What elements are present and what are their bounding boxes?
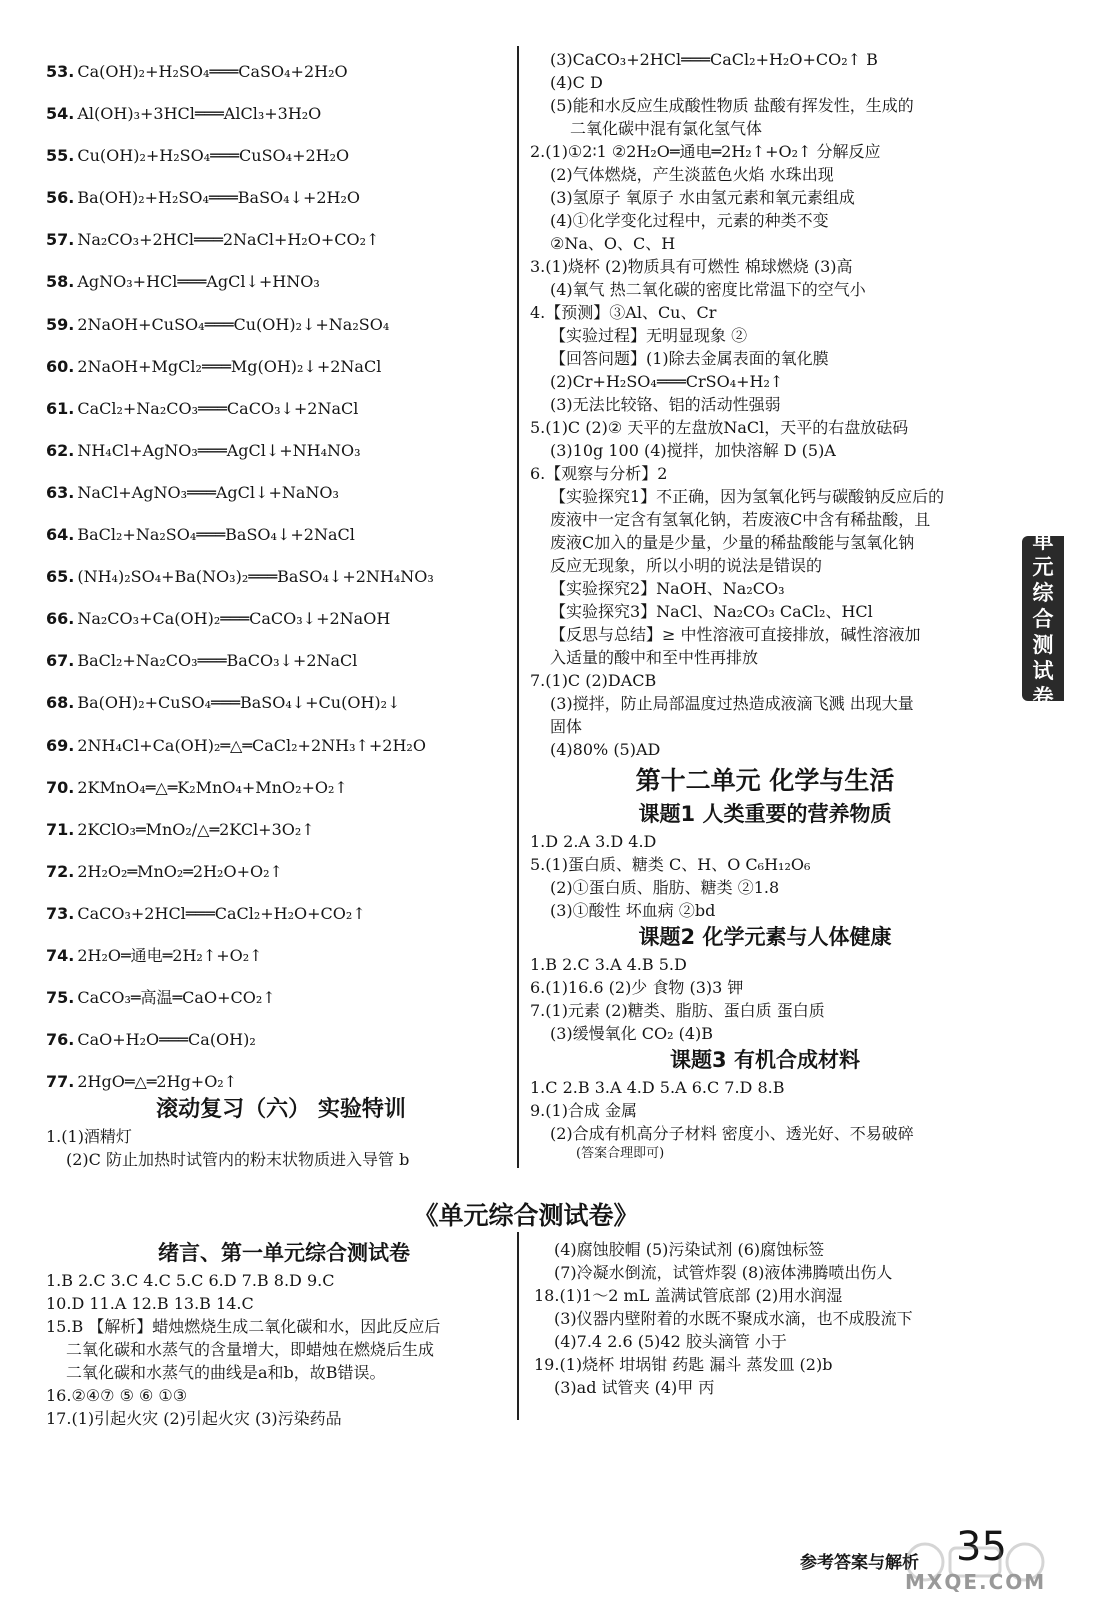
equation-number: 77. xyxy=(46,1072,75,1092)
equation-row xyxy=(46,982,516,1024)
equation-text: 2NaOH+CuSO₄═══Cu(OH)₂↓+Na₂SO₄ xyxy=(77,314,390,334)
equation-row xyxy=(46,814,516,856)
lesson2-answers xyxy=(530,953,1000,1045)
unit-test-section xyxy=(46,1198,1006,1428)
answer-line: 15.B 【解析】蜡烛燃烧生成二氧化碳和水，因此反应后 xyxy=(46,1317,441,1336)
equation-number: 62. xyxy=(46,440,75,460)
answer-line: (3)CaCO₃+2HCl═══CaCl₂+H₂O+CO₂↑ B xyxy=(550,50,878,69)
footer-label: 参考答案与解析 xyxy=(800,1553,919,1573)
equation-text: CaO+H₂O═══Ca(OH)₂ xyxy=(77,1030,256,1050)
watermark-text: MXQE.COM xyxy=(905,1570,1047,1594)
unit-test-title: 《单元综合测试卷》 xyxy=(413,1201,639,1230)
equation-row xyxy=(46,856,516,898)
answer-line: 【实验探究2】NaOH、Na₂CO₃ xyxy=(550,579,785,598)
answer-line: (3)①酸性 坏血病 ②bd xyxy=(550,901,716,920)
answer-line: (2)Cr+H₂SO₄═══CrSO₄+H₂↑ xyxy=(550,372,784,391)
answer-line: 6.(1)16.6 (2)少 食物 (3)3 钾 xyxy=(530,978,744,997)
unit-test-subtitle: 绪言、第一单元综合测试卷 xyxy=(158,1241,410,1265)
answer-line: 二氧化碳和水蒸气的含量增大，即蜡烛在燃烧后生成 xyxy=(66,1340,435,1359)
equation-row xyxy=(46,898,516,940)
lesson3-note: (答案合理即可) xyxy=(576,1146,665,1161)
side-tab-char: 综 xyxy=(1032,580,1054,605)
equation-text: CaCO₃+2HCl═══CaCl₂+H₂O+CO₂↑ xyxy=(77,903,366,923)
equation-number: 71. xyxy=(46,819,75,839)
equation-number: 67. xyxy=(46,651,75,671)
equation-row xyxy=(46,519,516,561)
equation-number: 68. xyxy=(46,693,75,713)
answer-line: (2)气体燃烧，产生淡蓝色火焰 水珠出现 xyxy=(550,165,834,184)
equation-number: 57. xyxy=(46,230,75,250)
side-tab-char: 测 xyxy=(1032,632,1054,657)
equation-text: CaCl₂+Na₂CO₃═══CaCO₃↓+2NaCl xyxy=(77,398,359,418)
answer-line: (5)能和水反应生成酸性物质 盐酸有挥发性，生成的 xyxy=(550,96,914,115)
lesson3-title: 课题3 有机合成材料 xyxy=(670,1048,860,1072)
equation-row xyxy=(46,645,516,687)
side-tab-char: 合 xyxy=(1032,606,1054,631)
answer-line: 废液C加入的量是少量，少量的稀盐酸能与氢氧化钠 xyxy=(550,533,915,552)
equation-row xyxy=(46,182,516,224)
unit-test-left xyxy=(46,1238,522,1430)
side-tab-char: 元 xyxy=(1032,554,1054,579)
equation-row xyxy=(46,1024,516,1066)
equation-text: 2KMnO₄═△═K₂MnO₄+MnO₂+O₂↑ xyxy=(77,777,348,797)
answer-line: 反应无现象，所以小明的说法是错误的 xyxy=(550,556,823,575)
equation-row xyxy=(46,687,516,729)
answer-line: (2)合成有机高分子材料 密度小、透光好、不易破碎 xyxy=(550,1124,914,1143)
answer-line: 10.D 11.A 12.B 13.B 14.C xyxy=(46,1294,254,1313)
equation-row xyxy=(46,98,516,140)
equation-text: 2H₂O═通电═2H₂↑+O₂↑ xyxy=(77,945,263,965)
answer-line: ②Na、O、C、H xyxy=(550,234,676,253)
equation-row xyxy=(46,561,516,603)
answer-line: (4)C D xyxy=(550,73,603,92)
equation-row xyxy=(46,477,516,519)
answer-column-right xyxy=(530,48,1000,1163)
equation-number: 65. xyxy=(46,567,75,587)
review-title: 滚动复习（六） 实验特训 xyxy=(156,1097,406,1122)
answer-line: 二氧化碳中混有氯化氢气体 xyxy=(570,119,763,138)
equation-number: 54. xyxy=(46,104,75,124)
side-tab xyxy=(1022,528,1064,709)
answer-line: (4)①化学变化过程中，元素的种类不变 xyxy=(550,211,829,230)
answer-line: (3)缓慢氧化 CO₂ (4)B xyxy=(550,1024,714,1043)
review-section xyxy=(46,1094,516,1171)
answer-line: 1.D 2.A 3.D 4.D xyxy=(530,832,657,851)
review-line-2: (2)C 防止加热时试管内的粉末状物质进入导管 b xyxy=(66,1150,410,1169)
answer-line: 5.(1)C (2)② 天平的左盘放NaCl，天平的右盘放砝码 xyxy=(530,418,909,437)
equation-text: Ca(OH)₂+H₂SO₄═══CaSO₄+2H₂O xyxy=(77,62,348,81)
equation-text: AgNO₃+HCl═══AgCl↓+HNO₃ xyxy=(77,272,320,292)
equation-row xyxy=(46,435,516,477)
equation-text: Na₂CO₃+2HCl═══2NaCl+H₂O+CO₂↑ xyxy=(77,230,380,250)
equation-text: NH₄Cl+AgNO₃═══AgCl↓+NH₄NO₃ xyxy=(77,440,361,460)
answer-line: 19.(1)烧杯 坩埚钳 药匙 漏斗 蒸发皿 (2)b xyxy=(534,1355,833,1374)
answer-line: 【实验探究3】NaCl、Na₂CO₃ CaCl₂、HCl xyxy=(550,602,873,621)
equation-number: 70. xyxy=(46,777,75,797)
equation-text: NaCl+AgNO₃═══AgCl↓+NaNO₃ xyxy=(77,482,339,502)
equation-number: 64. xyxy=(46,525,75,545)
equation-row xyxy=(46,772,516,814)
answer-line: 二氧化碳和水蒸气的曲线是a和b，故B错误。 xyxy=(66,1363,386,1382)
answer-line: 16.②④⑦ ⑤ ⑥ ①③ xyxy=(46,1386,188,1405)
equation-text: 2NaOH+MgCl₂═══Mg(OH)₂↓+2NaCl xyxy=(77,356,382,376)
equation-number: 53. xyxy=(46,62,75,81)
column-divider xyxy=(517,46,519,1168)
answer-line: (3)10g 100 (4)搅拌，加快溶解 D (5)A xyxy=(550,441,836,460)
answer-line: (3)氢原子 氧原子 水由氢元素和氧元素组成 xyxy=(550,188,855,207)
answer-line: 固体 xyxy=(550,717,583,736)
equation-number: 69. xyxy=(46,735,75,755)
equation-number: 55. xyxy=(46,146,75,166)
answer-line: (3)ad 试管夹 (4)甲 丙 xyxy=(554,1378,715,1397)
answer-line: 9.(1)合成 金属 xyxy=(530,1101,638,1120)
page-number: 35 xyxy=(956,1524,1007,1570)
bottom-column-divider xyxy=(517,1232,519,1420)
answer-line: 6.【观察与分析】2 xyxy=(530,464,668,483)
answer-line: (2)①蛋白质、脂肪、糖类 ②1.8 xyxy=(550,878,780,897)
equation-number: 66. xyxy=(46,609,75,629)
lesson2-title: 课题2 化学元素与人体健康 xyxy=(638,925,892,949)
equation-row xyxy=(46,940,516,982)
equation-text: BaCl₂+Na₂SO₄═══BaSO₄↓+2NaCl xyxy=(77,525,355,545)
equation-text: Cu(OH)₂+H₂SO₄═══CuSO₄+2H₂O xyxy=(77,146,350,166)
equation-row xyxy=(46,393,516,435)
equation-text: Ba(OH)₂+H₂SO₄═══BaSO₄↓+2H₂O xyxy=(77,188,361,208)
equation-row xyxy=(46,266,516,308)
unit-test-right xyxy=(534,1238,1006,1399)
equation-text: (NH₄)₂SO₄+Ba(NO₃)₂═══BaSO₄↓+2NH₄NO₃ xyxy=(77,567,434,587)
equation-row xyxy=(46,140,516,182)
equation-row xyxy=(46,730,516,772)
answer-line: (4)7.4 2.6 (5)42 胶头滴管 小于 xyxy=(554,1332,787,1351)
answer-line: 【实验过程】无明显现象 ② xyxy=(550,326,748,345)
answer-line: 1.B 2.C 3.C 4.C 5.C 6.D 7.B 8.D 9.C xyxy=(46,1271,335,1290)
answer-line: 入适量的酸中和至中性再排放 xyxy=(550,648,759,667)
answer-line: (7)冷凝水倒流，试管炸裂 (8)液体沸腾喷出伤人 xyxy=(554,1263,893,1282)
equation-number: 72. xyxy=(46,861,75,881)
equation-text: CaCO₃═高温═CaO+CO₂↑ xyxy=(77,988,276,1008)
answer-line: 1.B 2.C 3.A 4.B 5.D xyxy=(530,955,687,974)
equation-text: 2H₂O₂═MnO₂═2H₂O+O₂↑ xyxy=(77,861,283,881)
lesson1-title: 课题1 人类重要的营养物质 xyxy=(638,802,892,826)
equation-number: 58. xyxy=(46,272,75,292)
answer-line: 3.(1)烧杯 (2)物质具有可燃性 棉球燃烧 (3)高 xyxy=(530,257,853,276)
answer-line: 【回答问题】(1)除去金属表面的氧化膜 xyxy=(550,349,829,368)
answer-line: (3)仪器内壁附着的水既不聚成水滴，也不成股流下 xyxy=(554,1309,913,1328)
side-tab-char: 卷 xyxy=(1032,684,1054,709)
answer-line: 17.(1)引起火灾 (2)引起火灾 (3)污染药品 xyxy=(46,1409,342,1428)
equation-text: Ba(OH)₂+CuSO₄═══BaSO₄↓+Cu(OH)₂↓ xyxy=(77,693,401,713)
answer-line: 2.(1)①2∶1 ②2H₂O═通电═2H₂↑+O₂↑ 分解反应 xyxy=(530,142,881,161)
equation-number: 74. xyxy=(46,945,75,965)
equation-row xyxy=(46,224,516,266)
equation-number: 76. xyxy=(46,1030,75,1050)
equation-text: 2KClO₃═MnO₂/△═2KCl+3O₂↑ xyxy=(77,819,315,839)
equation-number: 56. xyxy=(46,188,75,208)
equation-text: BaCl₂+Na₂CO₃═══BaCO₃↓+2NaCl xyxy=(77,651,358,671)
unit11-answers xyxy=(530,48,1000,761)
answer-line: 7.(1)元素 (2)糖类、脂肪、蛋白质 蛋白质 xyxy=(530,1001,825,1020)
equation-list xyxy=(46,56,516,1108)
lesson1-answers xyxy=(530,830,1000,922)
equation-row xyxy=(46,351,516,393)
equation-number: 61. xyxy=(46,398,75,418)
review-line-1: 1.(1)酒精灯 xyxy=(46,1127,132,1146)
answer-line: (4)氧气 热二氧化碳的密度比常温下的空气小 xyxy=(550,280,866,299)
equation-row xyxy=(46,309,516,351)
answer-line: 7.(1)C (2)DACB xyxy=(530,671,657,690)
unit12-title: 第十二单元 化学与生活 xyxy=(635,766,895,795)
answer-line: 【实验探究1】不正确，因为氢氧化钙与碳酸钠反应后的 xyxy=(550,487,945,506)
equation-number: 73. xyxy=(46,903,75,923)
equation-number: 59. xyxy=(46,314,75,334)
equation-text: Al(OH)₃+3HCl═══AlCl₃+3H₂O xyxy=(77,104,322,124)
equation-text: 2HgO═△═2Hg+O₂↑ xyxy=(77,1072,238,1092)
equation-number: 60. xyxy=(46,356,75,376)
answer-line: (3)无法比较铬、铝的活动性强弱 xyxy=(550,395,781,414)
answer-line: (4)80% (5)AD xyxy=(550,740,661,759)
answer-line: 4.【预测】③Al、Cu、Cr xyxy=(530,303,717,322)
equation-row xyxy=(46,603,516,645)
equation-number: 75. xyxy=(46,988,75,1008)
equation-text: 2NH₄Cl+Ca(OH)₂═△═CaCl₂+2NH₃↑+2H₂O xyxy=(77,735,426,755)
answer-line: 【反思与总结】≥ 中性溶液可直接排放，碱性溶液加 xyxy=(550,625,921,644)
answer-line: 1.C 2.B 3.A 4.D 5.A 6.C 7.D 8.B xyxy=(530,1078,785,1097)
equation-text: Na₂CO₃+Ca(OH)₂═══CaCO₃↓+2NaOH xyxy=(77,609,391,629)
answer-line: 18.(1)1～2 mL 盖满试管底部 (2)用水润湿 xyxy=(534,1286,843,1305)
equation-row xyxy=(46,56,516,98)
side-tab-char: 试 xyxy=(1032,658,1054,683)
side-tab-char: 单 xyxy=(1032,528,1054,553)
answer-line: (4)腐蚀胶帽 (5)污染试剂 (6)腐蚀标签 xyxy=(554,1240,825,1259)
equation-number: 63. xyxy=(46,482,75,502)
answer-line: (3)搅拌，防止局部温度过热造成液滴飞溅 出现大量 xyxy=(550,694,914,713)
lesson3-answers xyxy=(530,1076,1000,1145)
answer-line: 5.(1)蛋白质、糖类 C、H、O C₆H₁₂O₆ xyxy=(530,855,811,874)
answer-line: 废液中一定含有氢氧化钠，若废液C中含有稀盐酸，且 xyxy=(550,510,931,529)
